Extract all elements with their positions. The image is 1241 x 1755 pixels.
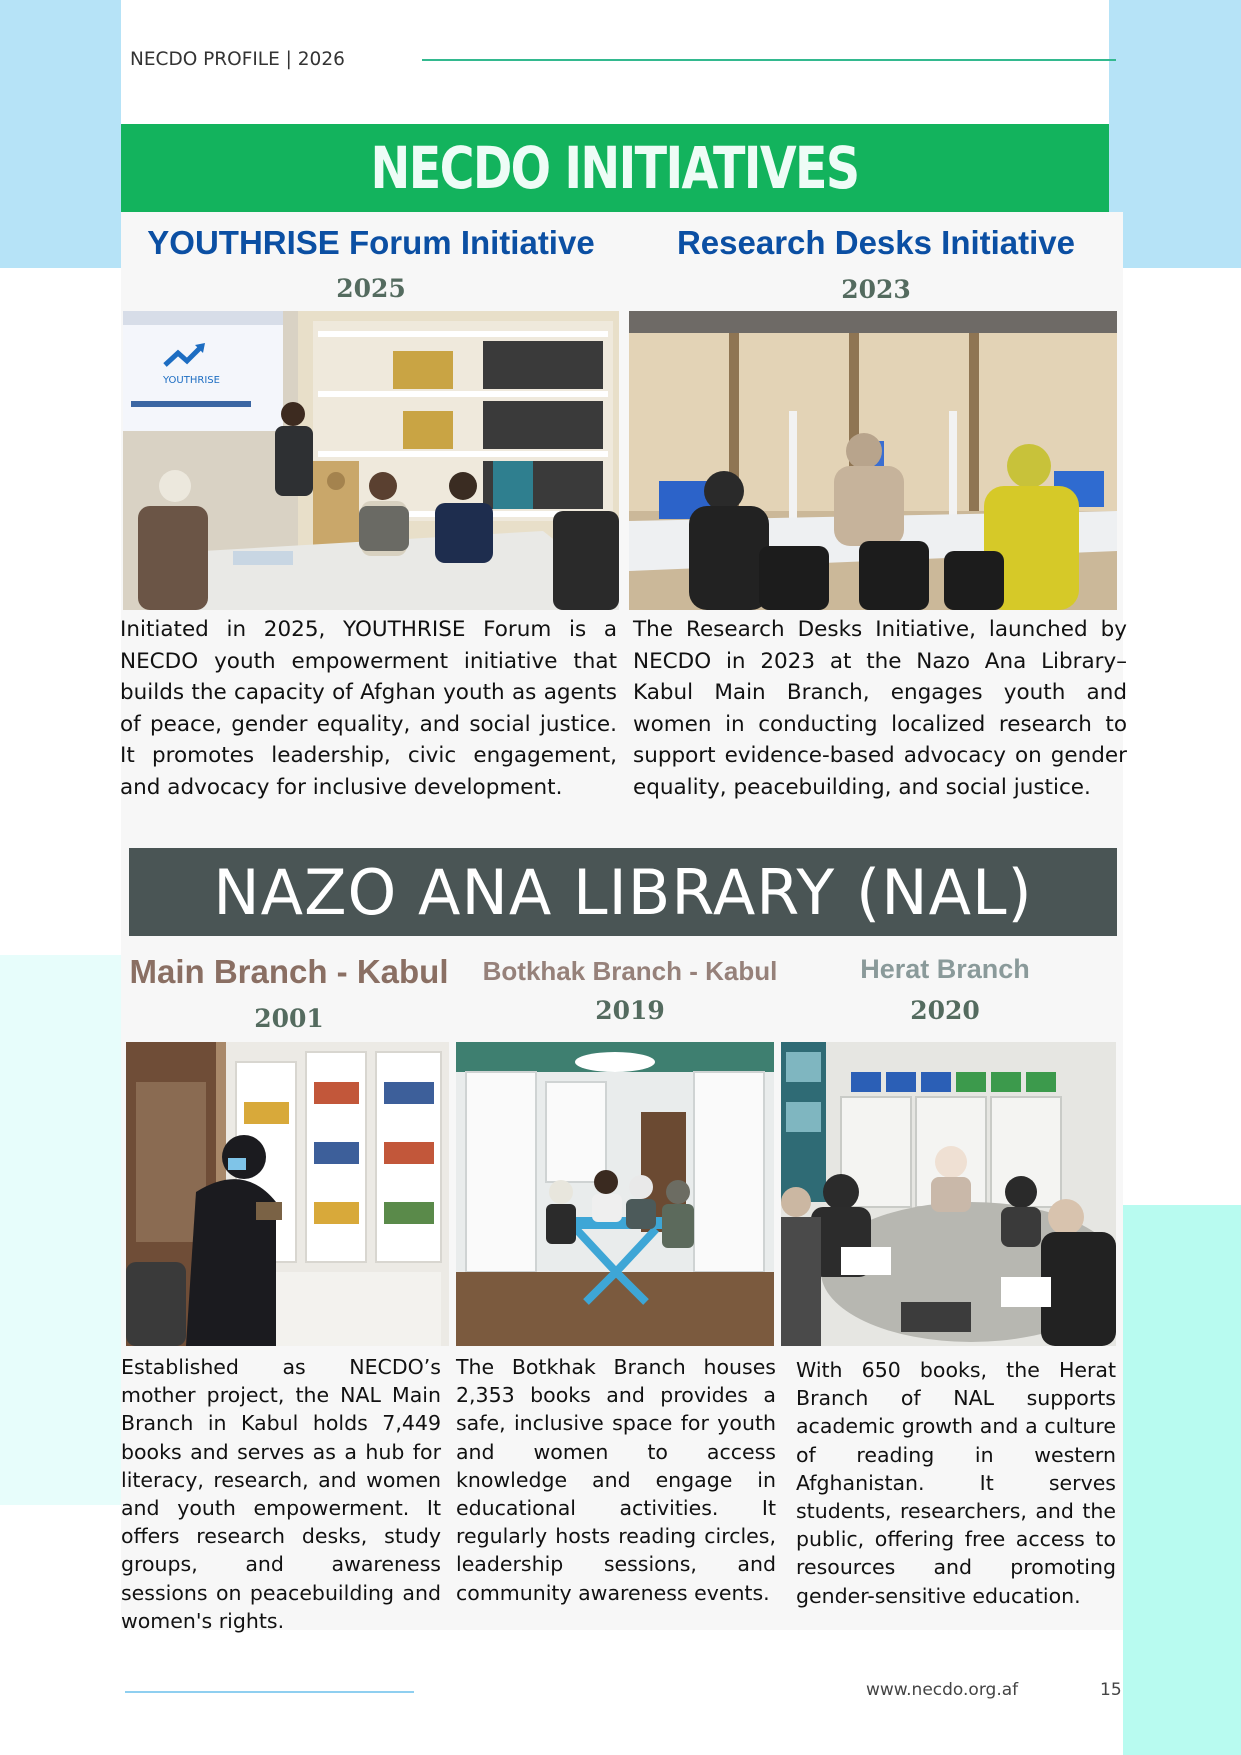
header-rule: [422, 59, 1116, 61]
branch-title-botkhak: Botkhak Branch - Kabul: [482, 956, 778, 986]
branch-year-herat: 2020: [910, 996, 980, 1025]
main-branch-photo: [126, 1042, 449, 1346]
initiative-title-youthrise: YOUTHRISE Forum Initiative: [147, 224, 595, 261]
initiative-year-youthrise: 2025: [336, 274, 406, 303]
branch-description-main-kabul: Established as NECDO’s mother project, the NAL Main Branch in Kabul holds 7,449 books and serves as a hub for literacy, research, and women and youth empowerment. It offers research desks, study groups, and awareness sessions on peacebuilding and women's rights.: [121, 1355, 441, 1633]
footer-rule: [125, 1691, 414, 1693]
initiatives-banner-title: NECDO INITIATIVES: [371, 134, 859, 202]
initiative-description-research-desks: The Research Desks Initiative, launched by NECDO in 2023 at the Nazo Ana Library–Kabul Main Branch, engages youth and women in conducting localized research to support evidence-based advocacy on gender equality, peacebuilding, and social justice.: [633, 617, 1127, 800]
branch-year-botkhak: 2019: [595, 996, 665, 1025]
library-banner-title: NAZO ANA LIBRARY (NAL): [213, 855, 1033, 929]
page-header-title: NECDO PROFILE | 2026: [130, 49, 345, 70]
branch-description-herat: With 650 books, the Herat Branch of NAL supports academic growth and a culture of reading in western Afghanistan. It serves students, researchers, and the public, offering free access to resources and promoting gender-sensitive education.: [796, 1358, 1116, 1608]
branch-title-herat: Herat Branch: [860, 954, 1030, 984]
footer-url: www.necdo.org.af: [866, 1680, 1019, 1700]
initiative-title-research-desks: Research Desks Initiative: [676, 224, 1076, 261]
main-branch-photo-art: [126, 1042, 449, 1346]
decor-top-right-block: [1108, 0, 1241, 268]
initiative-year-research-desks: 2023: [841, 275, 911, 304]
botkhak-branch-photo: [456, 1042, 774, 1346]
research-desks-photo: [629, 311, 1117, 610]
research-desks-photo-art: [629, 311, 1117, 610]
library-banner: [129, 848, 1117, 936]
branch-description-botkhak: The Botkhak Branch houses 2,353 books and provides a safe, inclusive space for youth and women to access knowledge and engage in educational activities. It regularly hosts reading circles, leadership sessions, and community awareness events.: [456, 1355, 776, 1605]
branch-title-main-kabul: Main Branch - Kabul: [129, 953, 449, 990]
youthrise-forum-photo-art: [123, 311, 619, 610]
svg-text:YOUTHRISE: YOUTHRISE: [163, 375, 220, 386]
herat-branch-photo: [781, 1042, 1116, 1346]
initiatives-banner: [121, 124, 1109, 212]
initiative-description-youthrise: Initiated in 2025, YOUTHRISE Forum is a NECDO youth empowerment initiative that builds the capacity of Afghan youth as agents of peace, gender equality, and social justice. It promotes leadership, civic engagement, and advocacy for inclusive development.: [120, 617, 617, 800]
page-number: 15: [1100, 1680, 1122, 1700]
decor-mid-left-block: [0, 955, 121, 1505]
botkhak-branch-photo-art: [456, 1042, 774, 1346]
youthrise-forum-photo: [123, 311, 619, 610]
herat-branch-photo-art: [781, 1042, 1116, 1346]
decor-bottom-right-block: [1123, 1205, 1241, 1755]
decor-top-left-block: [0, 0, 121, 268]
branch-year-main-kabul: 2001: [254, 1004, 324, 1033]
